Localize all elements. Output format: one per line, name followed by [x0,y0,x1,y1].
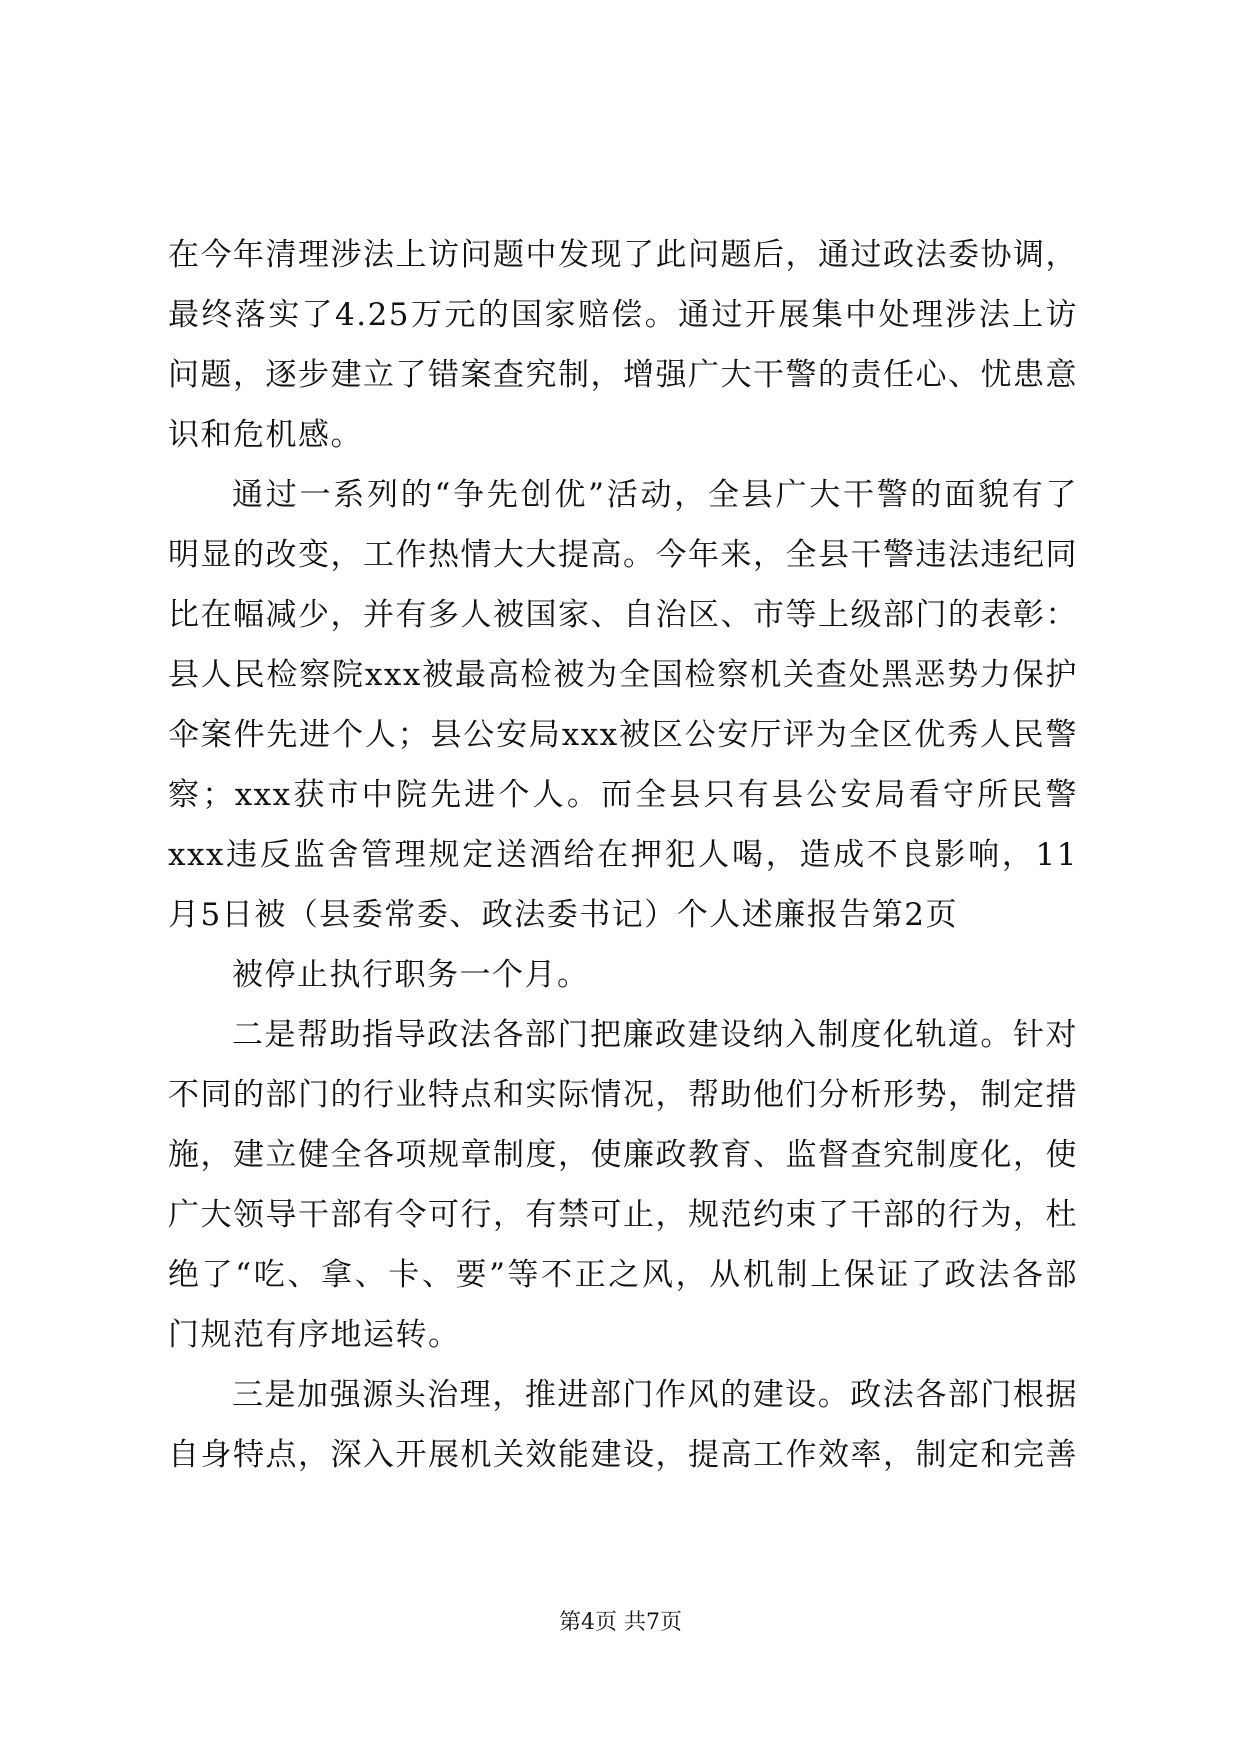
paragraph-3: 被停止执行职务一个月。 [232,957,590,993]
paragraph-5: 三是加强源头治理，推进部门作风的建设。政法各部门根据自身特点，深入开展机关效能建设，提高工作效率，制定和完善 [168,1377,1078,1473]
paragraph-4: 二是帮助指导政法各部门把廉政建设纳入制度化轨道。针对不同的部门的行业特点和实际情况，帮助他们分析形势，制定措施，建立健全各项规章制度，使廉政教育、监督查究制度化，使广大领导干部有令可行，有禁可止，规范约束了干部的行为，杜绝了“吃、拿、卡、要”等不正之风，从机制上保证了政法各部门规范有序地运转。 [168,1017,1078,1353]
page-number-footer: 第4页 共7页 [559,1610,682,1635]
paragraph-1: 在今年清理涉法上访问题中发现了此问题后，通过政法委协调，最终落实了4.25万元的国家赔偿。通过开展集中处理涉法上访问题，逐步建立了错案查究制，增强广大干警的责任心、忧患意识和危机感。 [168,237,1078,453]
document-body [168,225,1078,1485]
paragraph-2: 通过一系列的“争先创优”活动，全县广大干警的面貌有了明显的改变，工作热情大大提高。今年来，全县干警违法违纪同比在幅减少，并有多人被国家、自治区、市等上级部门的表彰：县人民检察院xxx被最高检被为全国检察机关查处黑恶势力保护伞案件先进个人；县公安局xxx被区公安厅评为全区优秀人民警察；xxx获市中院先进个人。而全县只有县公安局看守所民警xxx违反监舍管理规定送酒给在押犯人喝，造成不良影响，11月5日被（县委常委、政法委书记）个人述廉报告第2页 [168,477,1078,933]
